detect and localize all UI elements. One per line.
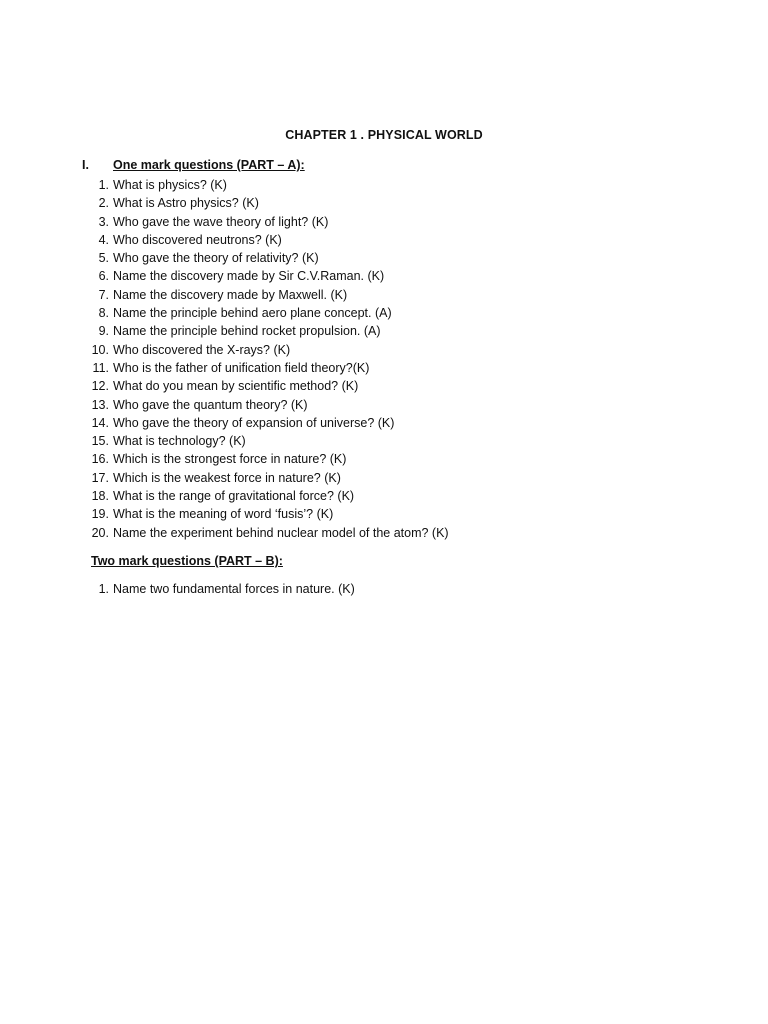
question-item bbox=[82, 322, 449, 340]
question-number: 8. bbox=[98, 306, 109, 321]
part-a-roman-numeral: I. bbox=[82, 158, 89, 172]
question-text: Name the discovery made by Maxwell. (K) bbox=[113, 287, 348, 302]
question-number: 12. bbox=[91, 379, 109, 394]
question-item bbox=[82, 396, 449, 414]
question-text: Name two fundamental forces in nature. (K) bbox=[113, 582, 355, 596]
question-item bbox=[82, 267, 449, 285]
question-number: 1. bbox=[98, 178, 109, 192]
question-text: What is physics? (K) bbox=[113, 178, 227, 192]
question-number: 13. bbox=[91, 397, 109, 412]
question-number: 14. bbox=[91, 415, 109, 430]
question-number: 5. bbox=[98, 251, 109, 266]
question-item bbox=[82, 341, 449, 359]
question-number: 3. bbox=[98, 214, 109, 229]
question-text: What is the meaning of word ‘fusis’? (K) bbox=[113, 507, 334, 522]
question-text: Name the experiment behind nuclear model of the atom? (K) bbox=[113, 525, 449, 540]
part-a-heading-text: One mark questions (PART – A): bbox=[113, 158, 305, 172]
question-text: Who discovered the X-rays? (K) bbox=[113, 342, 291, 357]
part-a-question-list bbox=[82, 176, 449, 542]
question-number: 15. bbox=[91, 434, 109, 449]
part-a-heading bbox=[82, 158, 305, 172]
question-text: Who gave the wave theory of light? (K) bbox=[113, 214, 329, 229]
question-number: 20. bbox=[91, 525, 109, 540]
question-number: 6. bbox=[98, 269, 109, 284]
question-item bbox=[82, 450, 449, 468]
question-text: Name the principle behind rocket propulsion. (A) bbox=[113, 324, 381, 339]
question-item bbox=[82, 304, 449, 322]
question-number: 16. bbox=[91, 452, 109, 467]
question-text: What do you mean by scientific method? (K) bbox=[113, 379, 359, 394]
question-text: Who discovered neutrons? (K) bbox=[113, 232, 282, 247]
question-text: What is the range of gravitational force? (K) bbox=[113, 489, 355, 504]
question-item bbox=[82, 194, 449, 212]
question-number: 18. bbox=[91, 489, 109, 504]
question-item bbox=[82, 414, 449, 432]
question-item bbox=[82, 176, 449, 194]
question-number: 1. bbox=[98, 582, 109, 596]
question-text: Which is the strongest force in nature? (K) bbox=[113, 452, 347, 467]
question-text: What is Astro physics? (K) bbox=[113, 196, 259, 211]
question-item bbox=[82, 213, 449, 231]
part-b-heading: Two mark questions (PART – B): bbox=[91, 554, 283, 568]
question-item bbox=[82, 505, 449, 523]
question-number: 11. bbox=[92, 360, 109, 375]
question-number: 4. bbox=[98, 232, 109, 247]
question-item bbox=[82, 580, 355, 598]
question-item bbox=[82, 286, 449, 304]
part-b-question-list bbox=[82, 580, 355, 598]
question-number: 17. bbox=[91, 470, 109, 485]
question-text: What is technology? (K) bbox=[113, 434, 246, 449]
question-number: 9. bbox=[98, 324, 109, 339]
question-item bbox=[82, 524, 449, 542]
question-number: 10. bbox=[91, 342, 109, 357]
chapter-title: CHAPTER 1 . PHYSICAL WORLD bbox=[285, 128, 483, 142]
question-item bbox=[82, 359, 449, 377]
question-item bbox=[82, 469, 449, 487]
question-item bbox=[82, 432, 449, 450]
question-text: Who gave the theory of relativity? (K) bbox=[113, 251, 319, 266]
question-text: Who gave the quantum theory? (K) bbox=[113, 397, 308, 412]
question-text: Which is the weakest force in nature? (K) bbox=[113, 470, 341, 485]
question-text: Name the discovery made by Sir C.V.Raman. (K) bbox=[113, 269, 385, 284]
question-item bbox=[82, 487, 449, 505]
question-text: Who is the father of unification field theory?(K) bbox=[113, 360, 370, 375]
question-item bbox=[82, 249, 449, 267]
question-item bbox=[82, 377, 449, 395]
question-text: Name the principle behind aero plane concept. (A) bbox=[113, 306, 392, 321]
question-item bbox=[82, 231, 449, 249]
question-number: 19. bbox=[91, 507, 109, 522]
question-text: Who gave the theory of expansion of universe? (K) bbox=[113, 415, 395, 430]
question-number: 7. bbox=[98, 287, 109, 302]
question-number: 2. bbox=[98, 196, 109, 211]
